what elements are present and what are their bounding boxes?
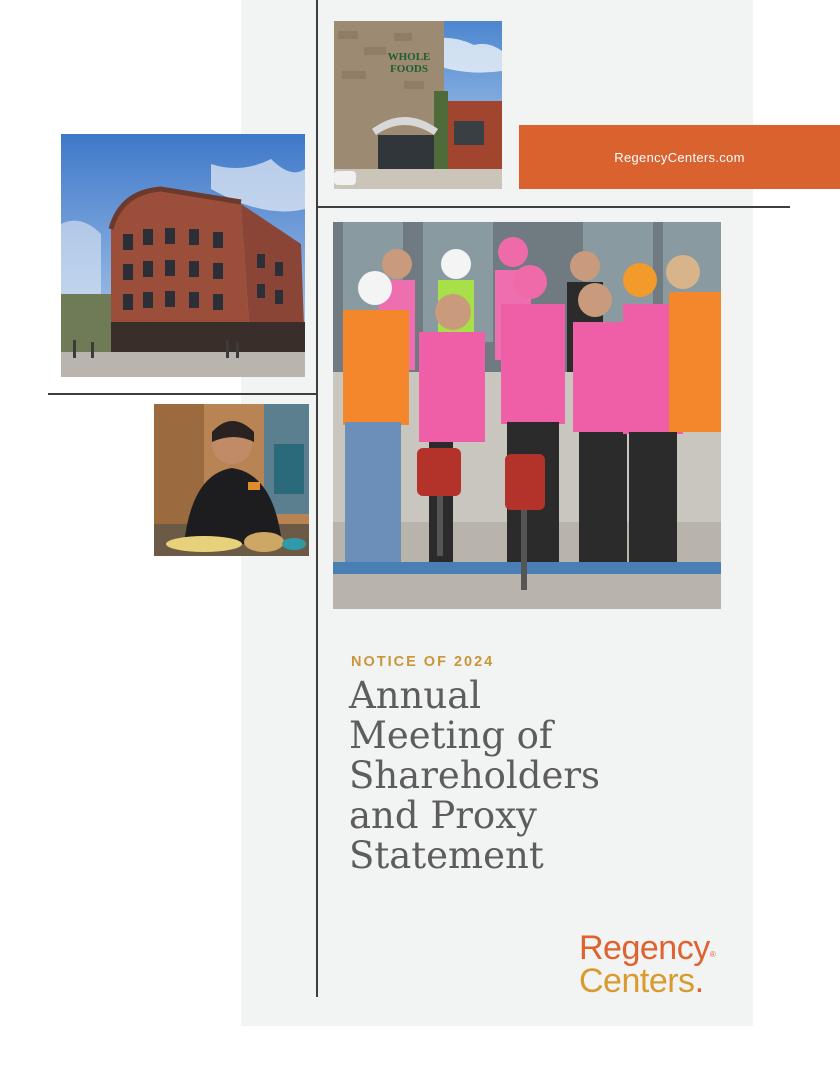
whole-foods-sign: WHOLE FOODS <box>387 51 431 75</box>
cover-title <box>349 676 649 876</box>
logo-line-1: Regency® <box>579 929 716 967</box>
rule-top-right <box>318 206 790 208</box>
logo-dot: . <box>694 962 704 1000</box>
registered-mark: ® <box>709 950 716 959</box>
title-line: Statement <box>349 834 544 877</box>
brick-building-photo <box>61 134 305 377</box>
construction-team-photo <box>333 222 721 609</box>
title-line: Shareholders <box>349 754 601 797</box>
chef-photo <box>154 404 309 556</box>
notice-eyebrow: NOTICE OF 2024 <box>351 654 495 670</box>
website-banner <box>519 125 840 189</box>
regency-centers-logo <box>579 929 716 1000</box>
title-line: Annual <box>349 674 482 717</box>
title-line: and Proxy <box>349 794 537 837</box>
grocery-store-photo <box>334 21 502 189</box>
vertical-rule <box>316 0 318 997</box>
title-line: Meeting of <box>349 714 553 757</box>
logo-line-2: Centers. <box>579 962 704 1000</box>
rule-left <box>48 393 316 395</box>
website-url[interactable]: RegencyCenters.com <box>614 149 745 165</box>
